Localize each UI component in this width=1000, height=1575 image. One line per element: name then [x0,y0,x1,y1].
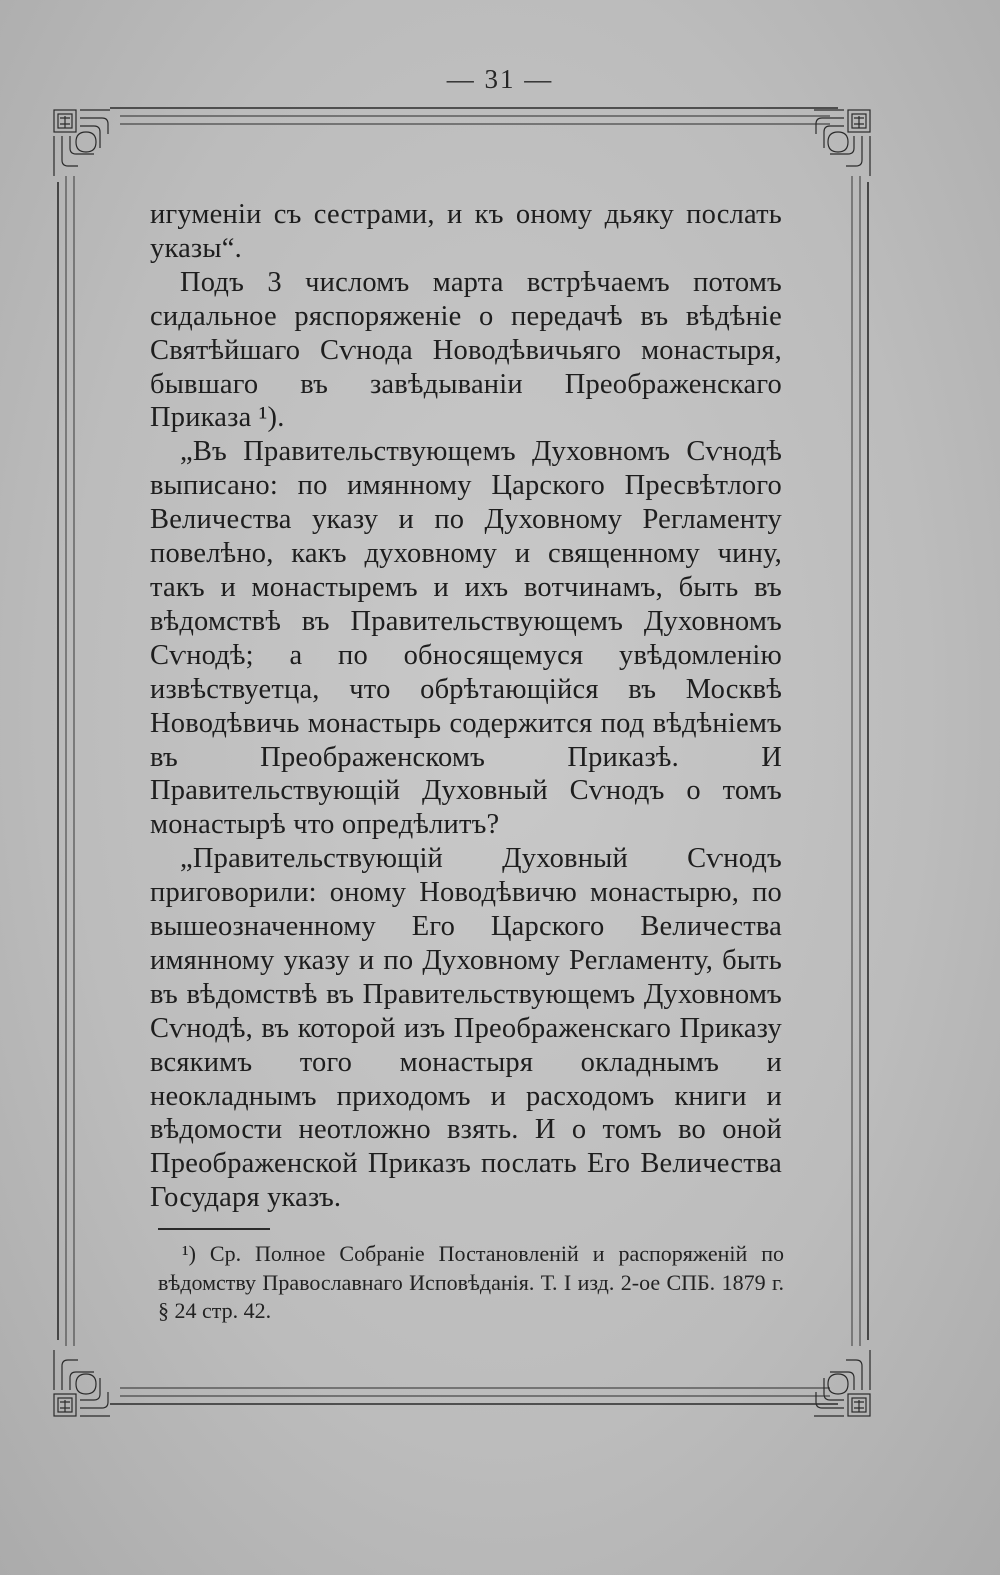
paragraph-2: Подъ 3 числомъ марта встрѣчаемъ потомъ сидальное ряспоряженіе о передачѣ въ вѣдѣніе Святѣйшаго Сѵнода Новодѣвичьяго монастыря, бывшаго въ завѣдываніи Преображенскаго Приказа ¹). [150,266,782,434]
paragraph-4: „Правительствующій Духовный Сѵнодъ приговорили: оному Новодѣвичю монастырю, по вышеозначенному Его Царского Величества имянному указу и по Духовному Регламенту, быть въ вѣдомствѣ въ Правительствующемъ Духовномъ Сѵнодѣ, въ которой изъ Преображенскаго Приказу всякимъ того монастыря окладнымъ и неокладнымъ приходомъ и расходомъ книги и вѣдомости неотложно взять. И о томъ во оной Преображенской Приказъ послать Его Величества Государя указъ. [150,843,782,1214]
corner-ornament-top-right [814,110,870,176]
corner-ornament-top-left [54,110,110,176]
paragraph-3: „Въ Правительствующемъ Духовномъ Сѵнодѣ выписано: по имянному Царского Пресвѣтлого Величества указу и по Духовному Регламенту повелѣно, какъ духовному и священному чину, такъ и монастыремъ и ихъ вотчинамъ, быть въ вѣдомствѣ въ Правительствующемъ Духовномъ Сѵнодѣ; а по обносящемуся увѣдомленію извѣствуетца, что обрѣтающійся въ Москвѣ Новодѣвичь монастырь содержится под вѣдѣніемъ въ Преображенскомъ Приказѣ. И Правительствующій Духовный Сѵнодъ о томъ монастырѣ что опредѣлитъ? [150,436,782,841]
footnote-divider [158,1228,270,1230]
body-text [150,198,782,1215]
paragraph-1: игуменіи съ сестрами, и къ оному дьяку послать указы“. [150,199,782,264]
page-number: — 31 — [446,64,554,94]
footnote-text: ¹) Ср. Полное Собраніе Постановленій и распоряженій по вѣдомству Православнаго Исповѣданія. Т. I изд. 2-ое СПБ. 1879 г. § 24 стр. 42. [158,1241,784,1323]
corner-ornament-bottom-right [814,1350,870,1416]
footnote [158,1240,784,1326]
corner-ornament-bottom-left [54,1350,110,1416]
